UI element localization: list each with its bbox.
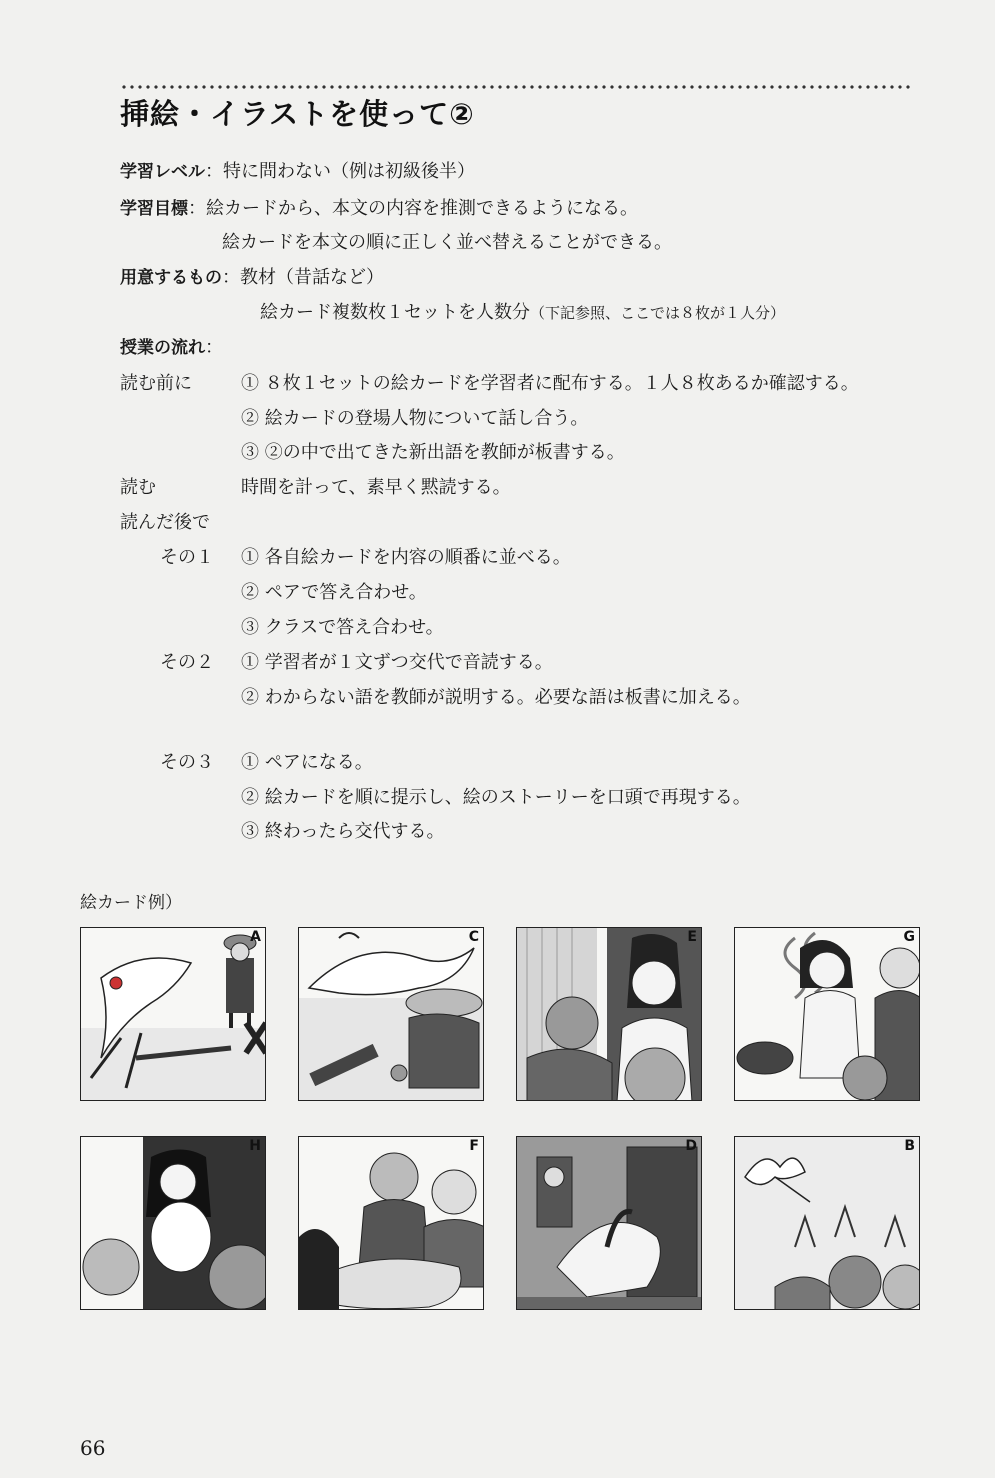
card-letter: H: [249, 1138, 261, 1154]
girl-offers-cloth-illustration: [81, 1137, 266, 1310]
goal-row: [120, 197, 638, 221]
picture-card: [298, 927, 484, 1101]
materials-label: 用意するもの: [120, 268, 222, 288]
materials-line2: 絵カード複数枚１セットを人数分: [260, 302, 530, 323]
crane-trapped-illustration: [81, 928, 266, 1101]
before-step-1: ① ８枚１セットの絵カードを学習者に配布する。１人８枚あるか確認する。: [241, 373, 859, 394]
goal-line1: ：絵カードから、本文の内容を推測できるようになる。: [188, 198, 638, 219]
card-letter: E: [687, 929, 697, 945]
part1-step-1: ① 各自絵カードを内容の順番に並べる。: [241, 547, 571, 568]
picture-card: [80, 927, 266, 1101]
crane-flies-away-illustration: [735, 1137, 920, 1310]
card-letter: B: [904, 1138, 915, 1154]
goal-line2: 絵カードを本文の順に正しく並べ替えることができる。: [222, 232, 672, 253]
materials-note: （下記参照、ここでは８枚が１人分）: [530, 304, 786, 322]
read-label: 読む: [120, 477, 156, 498]
level-label: 学習レベル: [120, 162, 205, 182]
materials-line2-row: [260, 301, 785, 325]
materials-line1: ：教材（昔話など）: [222, 267, 384, 288]
part1-step-3: ③ クラスで答え合わせ。: [241, 617, 444, 638]
dotted-rule: [120, 84, 910, 90]
card-letter: C: [468, 929, 479, 945]
card-letter: F: [469, 1138, 479, 1154]
part1-step-2: ② ペアで答え合わせ。: [241, 582, 427, 603]
page-title: 挿絵・イラストを使って②: [120, 97, 475, 131]
card-letter: D: [685, 1138, 697, 1154]
old-man-frees-crane-illustration: [299, 928, 484, 1101]
picture-card: [516, 1136, 702, 1310]
picture-card: [80, 1136, 266, 1310]
flow-colon: ：: [205, 337, 223, 358]
goal-label: 学習目標: [120, 199, 188, 219]
flow-label: 授業の流れ: [120, 338, 205, 358]
picture-card: [734, 927, 920, 1101]
picture-card: [734, 1136, 920, 1310]
part2-step-1: ① 学習者が１文ずつ交代で音読する。: [241, 652, 553, 673]
before-step-2: ② 絵カードの登場人物について話し合う。: [241, 408, 589, 429]
crane-at-loom-illustration: [517, 1137, 702, 1310]
card-letter: G: [903, 929, 915, 945]
picture-card: [298, 1136, 484, 1310]
before-step-3: ③ ②の中で出てきた新出語を教師が板書する。: [241, 442, 625, 463]
part1-label: その１: [160, 547, 214, 568]
part3-label: その３: [160, 752, 214, 773]
elders-admire-cloth-illustration: [299, 1137, 484, 1310]
picture-card: [516, 927, 702, 1101]
before-label: 読む前に: [120, 373, 192, 394]
part3-step-3: ③ 終わったら交代する。: [241, 821, 445, 842]
level-row: [120, 160, 475, 184]
level-text: ：特に問わない（例は初級後半）: [205, 161, 475, 182]
materials-row: [120, 266, 384, 290]
girl-visits-illustration: [517, 928, 702, 1101]
part2-step-2: ② わからない語を教師が説明する。必要な語は板書に加える。: [241, 687, 751, 708]
page-number: 66: [80, 1436, 106, 1460]
card-letter: A: [250, 929, 261, 945]
example-label: 絵カード例）: [80, 893, 182, 913]
part2-label: その２: [160, 652, 214, 673]
cooking-meal-illustration: [735, 928, 920, 1101]
read-text: 時間を計って、素早く黙読する。: [241, 477, 511, 498]
after-label: 読んだ後で: [120, 512, 210, 533]
part3-step-2: ② 絵カードを順に提示し、絵のストーリーを口頭で再現する。: [241, 787, 751, 808]
flow-row: [120, 336, 223, 360]
part3-step-1: ① ペアになる。: [241, 752, 373, 773]
